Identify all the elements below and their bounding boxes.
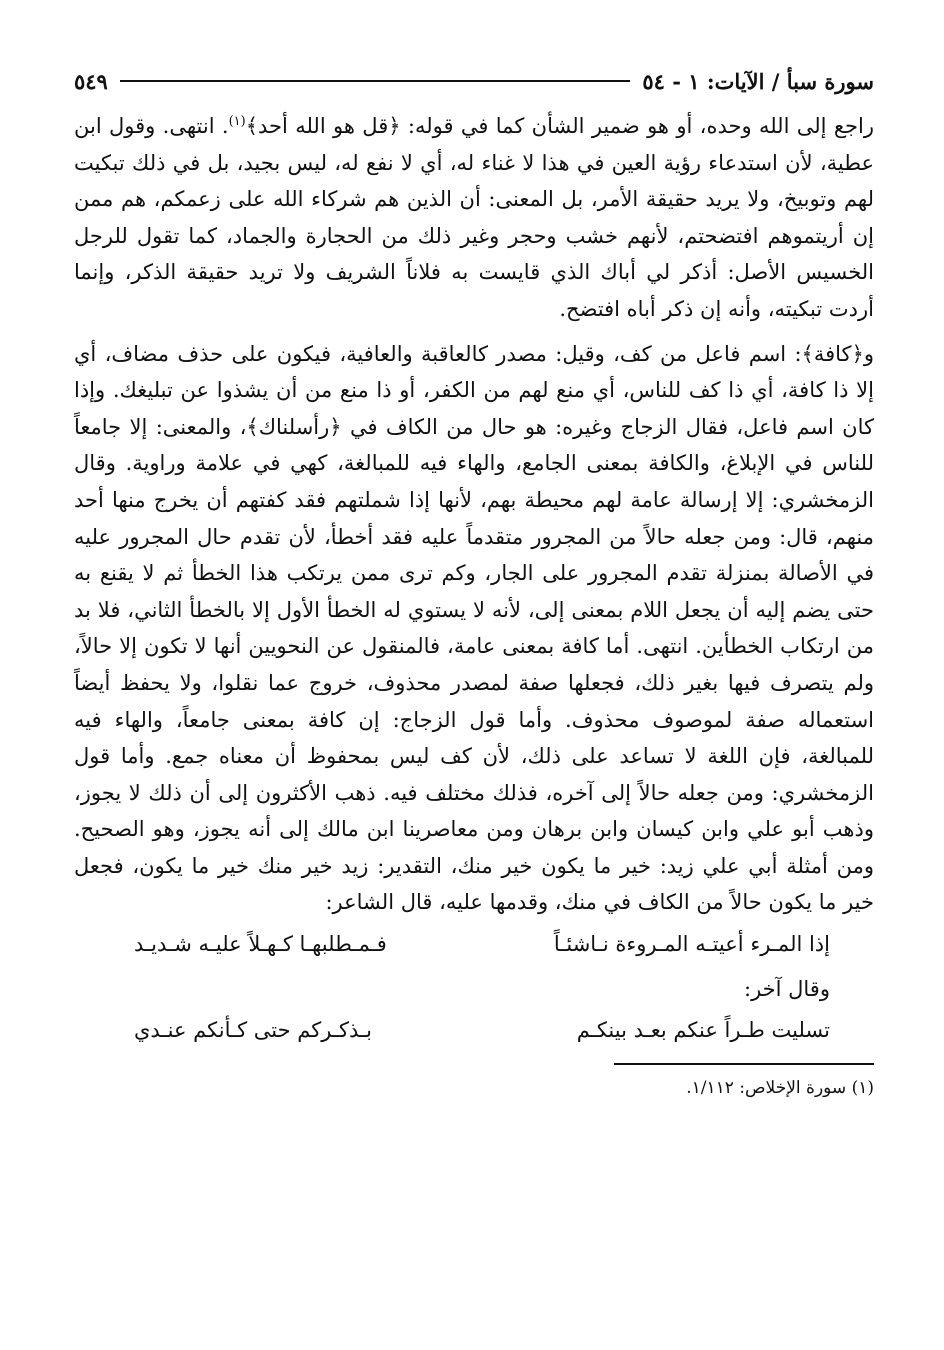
poem-label: وقال آخر: bbox=[744, 977, 830, 1002]
page-number: ٥٤٩ bbox=[74, 68, 108, 94]
paragraph-text: . انتهى. وقول ابن عطية، لأن استدعاء رؤية العين في هذا لا غناء له، أي لا نفع له، ليس بجيد، بل في ذلك تبكيت لهم وتوبيخ، ولا يريد حقيقة الأمر، بل المعنى: أن الذين هم شركاء الله على زعمكم، هم ممن إن أريتموهم افتضحتم، لأنهم خشب وحجر وغير ذلك من الحجارة والجماد، كما تقول للرجل الخسيس الأصل: أذكر لي أباك الذي قايست به فلاناً الشريف ولا تريد حقيقة الذكر، وإنما أردت تبكيته، وأنه إن ذكر أباه افتضح. bbox=[74, 114, 874, 321]
running-title: سورة سبأ / الآيات: ١ - ٥٤ bbox=[642, 68, 874, 94]
footnote-reference: (١) bbox=[228, 114, 246, 129]
paragraph: و﴿كافة﴾: اسم فاعل من كف، وقيل: مصدر كالعاقبة والعافية، فيكون على حذف مضاف، أي إلا ذا كافة، أي ذا كف للناس، أي منع لهم من الكفر، أو ذا منع من أن يشذوا عن تبليغك. وإذا كان اسم فاعل، فقال الزجاج وغيره: هو حال من الكاف في ﴿رأسلناك﴾، والمعنى: إلا جامعاً للناس في الإبلاغ، والكافة بمعنى الجامع، والهاء فيه للمبالغة، كهي في علامة وراوية. وقال الزمخشري: إلا إرسالة عامة لهم محيطة بهم، لأنها إذا شملتهم فقد كفتهم أن يخرج منها أحد منهم، قال: ومن جعله حالاً من المجرور متقدماً عليه فقد أخطأ، لأن تقدم حال المجرور عليه في الأصالة بمنزلة تقدم المجرور على الجار، وكم ترى ممن يرتكب هذا الخطأ ثم لا يقنع به حتى يضم إليه أن يجعل اللام بمعنى إلى، لأنه لا يستوي له الخطأ الأول إلا بالخطأ الثاني، فلا بد من ارتكاب الخطأين. انتهى. أما كافة بمعنى عامة، فالمنقول عن النحويين أنها لا تكون إلا حالاً، ولم يتصرف فيها بغير ذلك، فجعلها صفة لمصدر محذوف، خروج عما نقلوا، ولا يحفظ أيضاً استعماله صفة لموصوف محذوف. وأما قول الزجاج: إن كافة بمعنى جامعاً، والهاء فيه للمبالغة، فإن اللغة لا تساعد على ذلك، لأن كف ليس بمحفوظ أن معناه جمع. وأما قول الزمخشري: ومن جعله حالاً إلى آخره، فذلك مختلف فيه. ذهب الأكثرون إلى أن ذلك لا يجوز، وذهب أبو علي وابن كيسان وابن برهان ومن معاصرينا ابن مالك إلى أنه يجوز، وهو الصحيح. ومن أمثلة أبي علي زيد: خير ما يكون خير منك، التقدير: زيد خير منك خير ما يكون، فجعل خير ما يكون حالاً من الكاف في منك، وقدمها عليه، قال الشاعر: bbox=[74, 341, 874, 915]
header-rule bbox=[120, 80, 631, 82]
book-page bbox=[74, 62, 874, 1101]
paragraph-text: راجع إلى الله وحده، أو هو ضمير الشأن كما في قوله: ﴿قل هو الله أحد﴾ bbox=[245, 114, 874, 138]
page-header bbox=[74, 62, 874, 100]
verse-second-hemistich: بـذكـركم حتى كـأنكم عنـدي bbox=[134, 1018, 373, 1043]
verse-second-hemistich: فـمـطلبهـا كـهـلاً عليـه شـديـد bbox=[134, 932, 387, 957]
poem-verse bbox=[74, 925, 874, 963]
paragraph bbox=[74, 108, 874, 328]
poem-verse bbox=[74, 1011, 874, 1049]
footnote: (١) سورة الإخلاص: ١/١١٢. bbox=[686, 1078, 874, 1099]
main-text bbox=[74, 108, 874, 921]
footnote-rule bbox=[614, 1063, 874, 1065]
verse-first-hemistich: إذا المـرء أعيتـه المـروءة نـاشئـاً bbox=[553, 932, 830, 957]
verse-first-hemistich: تسليت طـراً عنكم بعـد بينكـم bbox=[576, 1018, 830, 1043]
